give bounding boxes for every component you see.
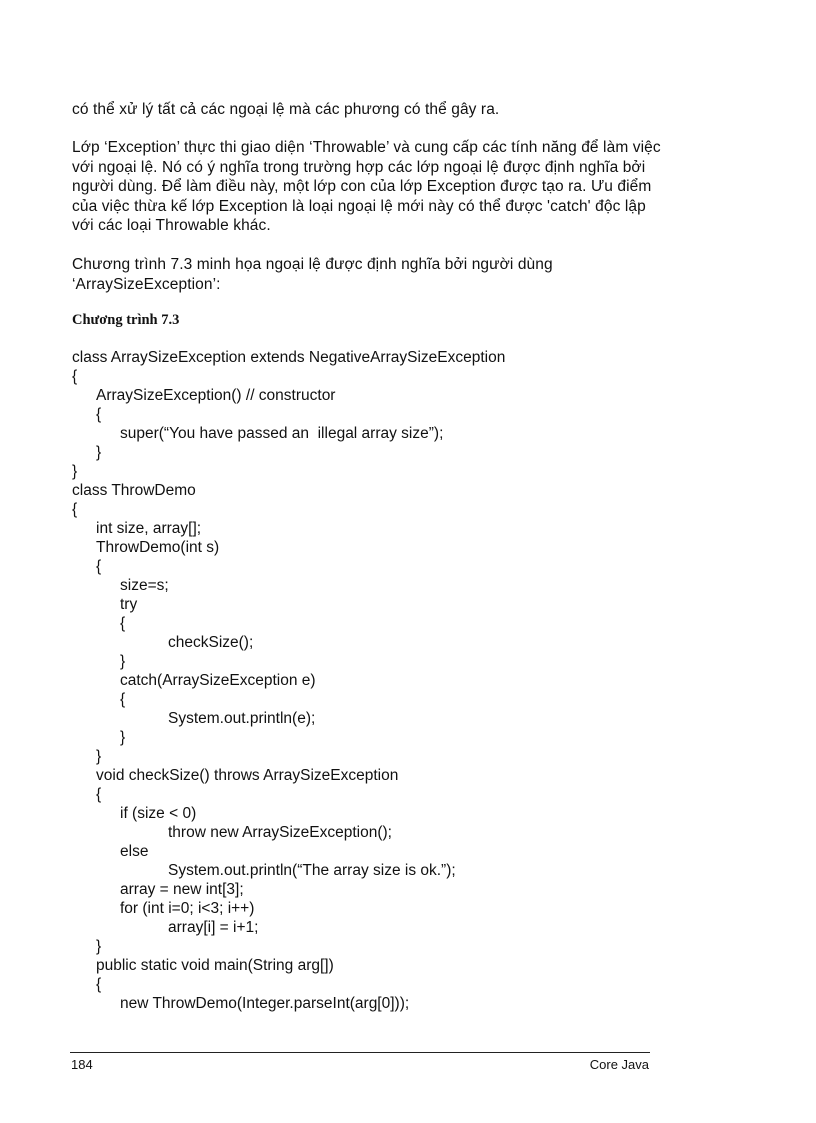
- code-listing: [72, 348, 672, 1013]
- body-paragraph-2: Lớp ‘Exception’ thực thi giao diện ‘Throwable’ và cung cấp các tính năng để làm việc với ngoại lệ. Nó có ý nghĩa trong trường hợp các lớp ngoại lệ được định nghĩa bởi người dùng. Để làm điều này, một lớp con của lớp Exception được tạo ra. Ưu điểm của việc thừa kế lớp Exception là loại ngoại lệ mới này có thể được 'catch' độc lập với các loại Throwable khác.: [72, 139, 661, 234]
- code-line: for (int i=0; i<3; i++): [120, 900, 255, 917]
- code-line: }: [120, 653, 126, 670]
- code-line: {: [96, 786, 102, 803]
- body-paragraph-3: Chương trình 7.3 minh họa ngoại lệ được định nghĩa bởi người dùng ‘ArraySizeException’:: [72, 256, 553, 293]
- code-line: System.out.println(e);: [168, 710, 316, 727]
- code-line: }: [96, 938, 102, 955]
- code-line: }: [120, 729, 126, 746]
- code-line: {: [120, 691, 126, 708]
- code-line: throw new ArraySizeException();: [168, 824, 392, 841]
- code-line: class ArraySizeException extends NegativeArraySizeException: [72, 349, 506, 366]
- code-line: {: [96, 406, 102, 423]
- code-line: ArraySizeException() // constructor: [96, 387, 336, 404]
- code-line: new ThrowDemo(Integer.parseInt(arg[0]));: [120, 995, 410, 1012]
- code-line: {: [72, 501, 78, 518]
- code-line: checkSize();: [168, 634, 254, 651]
- code-line: array = new int[3];: [120, 881, 244, 898]
- body-paragraph-1: có thể xử lý tất cả các ngoại lệ mà các phương có thể gây ra.: [72, 101, 500, 118]
- footer-book-title: Core Java: [589, 1057, 649, 1072]
- code-line: void checkSize() throws ArraySizeException: [96, 767, 399, 784]
- code-line: int size, array[];: [96, 520, 202, 537]
- program-heading: Chương trình 7.3: [72, 312, 180, 328]
- code-line: {: [120, 615, 126, 632]
- code-line: }: [72, 463, 78, 480]
- code-line: size=s;: [120, 577, 169, 594]
- code-line: {: [96, 976, 102, 993]
- code-line: super(“You have passed an illegal array size”);: [120, 425, 444, 442]
- footer-divider: [70, 1052, 650, 1053]
- code-line: public static void main(String arg[]): [96, 957, 334, 974]
- code-line: ThrowDemo(int s): [96, 539, 220, 556]
- code-line: array[i] = i+1;: [168, 919, 259, 936]
- code-line: }: [96, 444, 102, 461]
- code-line: else: [120, 843, 149, 860]
- code-line: }: [96, 748, 102, 765]
- code-line: {: [96, 558, 102, 575]
- code-line: catch(ArraySizeException e): [120, 672, 316, 689]
- code-line: class ThrowDemo: [72, 482, 196, 499]
- code-line: if (size < 0): [120, 805, 197, 822]
- code-line: System.out.println(“The array size is ok.”);: [168, 862, 456, 879]
- page-number: 184: [71, 1057, 93, 1072]
- code-line: try: [120, 596, 138, 613]
- code-line: {: [72, 368, 78, 385]
